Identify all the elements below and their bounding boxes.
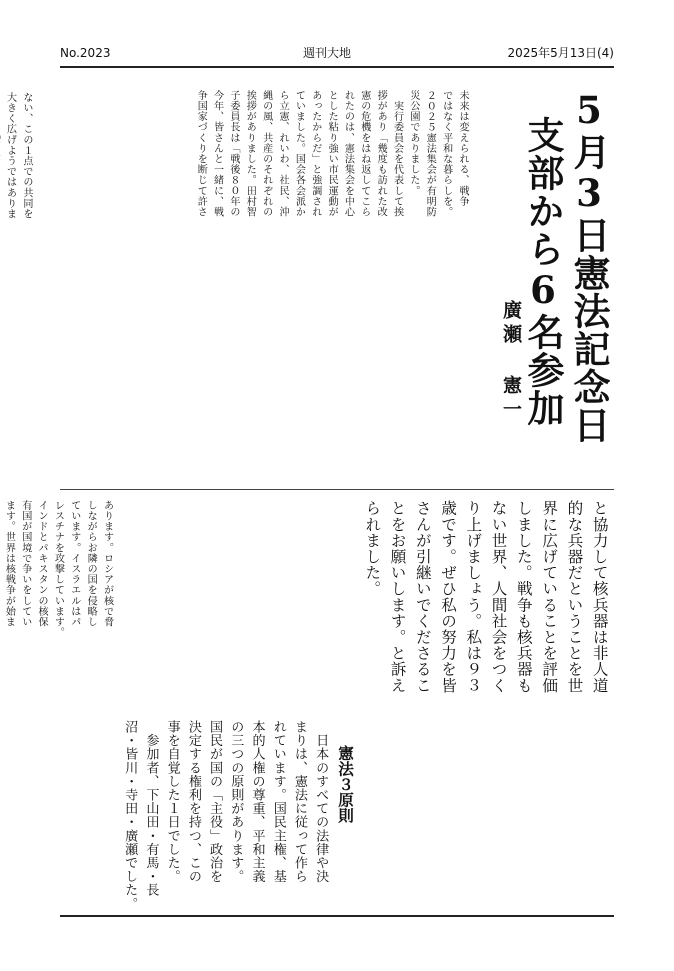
- top-text-block-1: 未来は変えられる、戦争 ではなく平和な暮らしを。 ２０２５憲法集会が有明防 災公園でありました。 実行委員会を代表して挨 拶があり「幾度も訪れた改 憲の危機をはね返してこら れたのは、憲法集会を中心 とした粘り強い市民運動が あったからだ」と強調され ていました。国会各会派か ら立憲、れいわ、社民、沖 縄の風、共産のそれぞれの 挨拶がありました。田村智 子委員長は「戦後８０年の 今年、皆さんと一緒に、戦 争国家づくりを断じて許さ: [195, 90, 468, 218]
- paper-name: 週刊大地: [303, 46, 352, 60]
- bottom-text-block-1: あります。ロシアが核で脅 しながらお隣の国を侵略し ています。イスラエルはパ レスチナを攻撃しています。 インドとパキスタンの核保 有国が国境で争いをしてい ます。世界は核戦争が始ま: [3, 500, 113, 638]
- bottom-text-block-2: と協力して核兵器は非人道 的な兵器だということを世 界に広げていることを評価 しました。戦争も核兵器も ない世界、人間社会をつく り上げましょう。私は９３ 歳です。ぜひ私の努力を皆 さんが引継いでくださるこ とをお願いします。と訴え られました。: [363, 500, 609, 694]
- issue-number: No.2023: [60, 46, 111, 60]
- section-divider: [60, 489, 614, 490]
- footer-rule: [60, 915, 614, 917]
- issue-date-page: 2025年5月13日(4): [507, 46, 614, 60]
- article-author: 廣瀬 憲一: [500, 300, 522, 423]
- header-rule: [60, 66, 614, 68]
- top-text-block-2: ない、この１点での共同を 大きく広げようではありま: [4, 92, 32, 220]
- article-title-line1: 5月3日憲法記念日: [567, 88, 611, 444]
- bottom-text-block-3: 日本のすべての法律や決 まりは、憲法に従って作ら れています。国民主権、基 本的人権の尊重、平和主義 の三つの原則があります。 国民が国の「主役」政治を 決定する権利を持つ、この 事を自覚した１日でした。 参加者、下山田・有馬・長 沼・皆川・寺田・廣瀬でした。: [122, 720, 329, 911]
- article-title-line2: 支部から6名参加: [521, 116, 565, 427]
- subhead-three-principles: 憲法３原則: [336, 745, 355, 823]
